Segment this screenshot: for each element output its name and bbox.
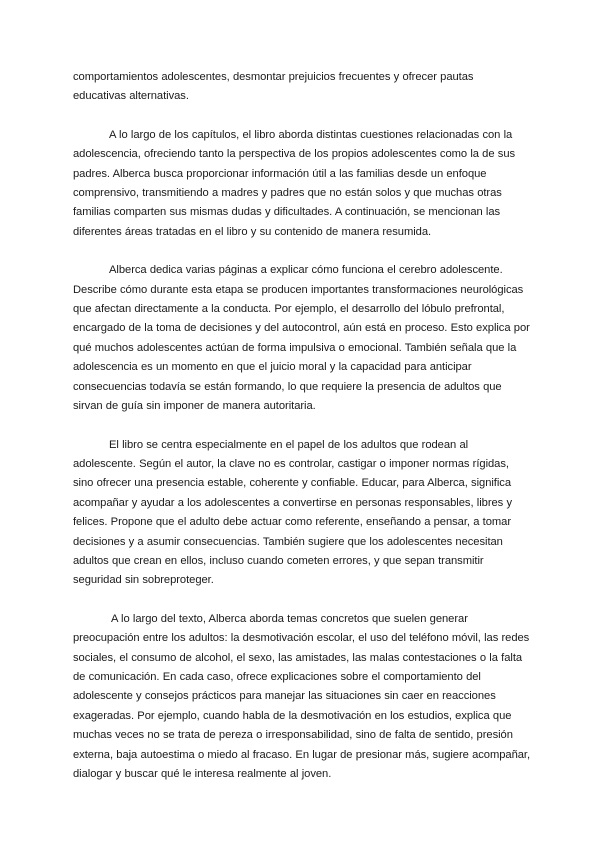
text-line: adolescencia es un momento en que el juicio moral y la capacidad para anticipar — [73, 361, 472, 374]
text-line: muchas veces no se trata de pereza o irresponsabilidad, sino de falta de sentido, presión — [73, 729, 513, 742]
text-line: Describe cómo durante esta etapa se producen importantes transformaciones neurológicas — [73, 283, 524, 296]
text-line: encargado de la toma de decisiones y del autocontrol, aún está en proceso. Esto explica por — [73, 322, 530, 335]
text-line: seguridad sin sobreproteger. — [73, 574, 214, 587]
text-line: adolescencia, ofreciendo tanto la perspectiva de los propios adolescentes como la de sus — [73, 148, 516, 161]
text-line: felices. Propone que el adulto debe actuar como referente, enseñando a pensar, a tomar — [73, 516, 512, 529]
text-line: comportamientos adolescentes, desmontar prejuicios frecuentes y ofrecer pautas — [73, 71, 474, 83]
text-line: diferentes áreas tratadas en el libro y su contenido de manera resumida. — [73, 225, 432, 238]
paragraph-concrete-topics — [73, 610, 533, 785]
text-line: adultos que crean en ellos, incluso cuando cometen errores, y que sepan transmitir — [73, 554, 484, 567]
text-line: que afectan directamente a la conducta. Por ejemplo, el desarrollo del lóbulo prefrontal, — [73, 303, 505, 316]
text-line: adolescente. Según el autor, la clave no es controlar, castigar o imponer normas rígidas, — [73, 457, 509, 470]
text-line: sino ofrecer una presencia estable, coherente y confiable. Educar, para Alberca, significa — [73, 477, 512, 490]
text-line: familias comparten sus mismas dudas y dificultades. A continuación, se mencionan las — [73, 206, 501, 219]
paragraph-continuation — [73, 68, 533, 107]
text-line: acompañar y ayudar a los adolescentes a convertirse en personas responsables, libres y — [73, 496, 513, 509]
text-line: A lo largo del texto, Alberca aborda temas concretos que suelen generar — [111, 612, 468, 625]
paragraph-role-of-adults — [73, 436, 533, 591]
text-line: padres. Alberca busca proporcionar información útil a las familias desde un enfoque — [73, 167, 487, 180]
text-line: comprensivo, transmitiendo a madres y padres que no están solos y que muchas otras — [73, 187, 502, 200]
text-line: adolescente y consejos prácticos para manejar las situaciones sin caer en reacciones — [73, 690, 496, 703]
text-line: consecuencias todavía se están formando, lo que requiere la presencia de adultos que — [73, 380, 502, 393]
text-line: educativas alternativas. — [73, 90, 189, 103]
text-line: de comunicación. En cada caso, ofrece explicaciones sobre el comportamiento del — [73, 670, 481, 683]
text-line: sociales, el consumo de alcohol, el sexo, las amistades, las malas contestaciones o la falta — [73, 651, 523, 664]
text-line: Alberca dedica varias páginas a explicar cómo funciona el cerebro adolescente. — [109, 264, 503, 277]
text-line: qué muchos adolescentes actúan de forma impulsiva o emocional. También señala que la — [73, 341, 517, 354]
text-line: decisiones y a asumir consecuencias. También sugiere que los adolescentes necesitan — [73, 535, 503, 548]
text-line: sirvan de guía sin imponer de manera autoritaria. — [73, 400, 316, 413]
text-line: preocupación entre los adultos: la desmotivación escolar, el uso del teléfono móvil, las redes — [73, 632, 530, 645]
document-page — [73, 68, 533, 803]
text-line: El libro se centra especialmente en el papel de los adultos que rodean al — [109, 438, 469, 451]
text-line: externa, baja autoestima o miedo al fracaso. En lugar de presionar más, sugiere acompañar, — [73, 748, 531, 761]
text-line: dialogar y buscar qué le interesa realmente al joven. — [73, 768, 332, 780]
paragraph-chapters-overview — [73, 126, 533, 242]
paragraph-adolescent-brain — [73, 261, 533, 416]
text-line: exageradas. Por ejemplo, cuando habla de la desmotivación en los estudios, explica que — [73, 709, 512, 722]
text-line: A lo largo de los capítulos, el libro aborda distintas cuestiones relacionadas con la — [109, 128, 513, 141]
